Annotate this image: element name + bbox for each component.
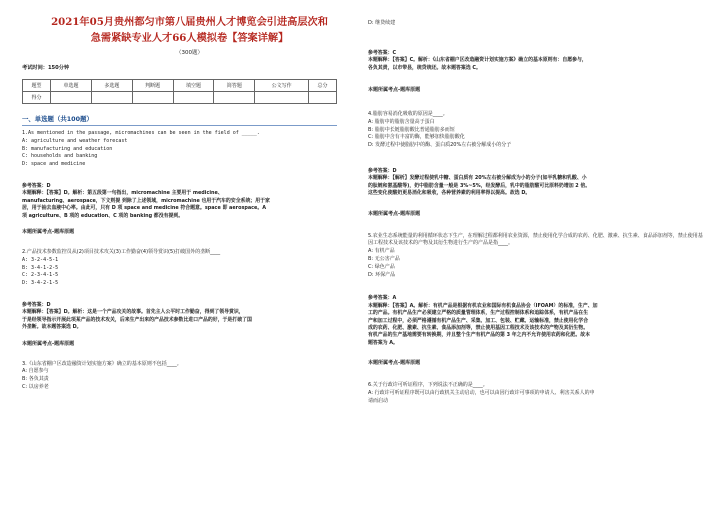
explanation-line: 本题解释：【答案】D。解析：这是一个产品攻关的故事。首先主人公平时工作勤奋，得到了领导赏识， [22, 309, 244, 316]
explanation-line: 各负其责，以市带县，统贷统还。故本题答案选 C。 [368, 64, 481, 71]
score-cell [308, 92, 336, 104]
score-table [22, 79, 337, 104]
score-cell [91, 92, 132, 104]
score-cell [51, 92, 92, 104]
option: B: 无公害产品 [368, 256, 400, 263]
score-table-header: 填空题 [173, 80, 214, 92]
option: D: 3-4-2-1-5 [22, 280, 59, 287]
score-table-header: 题型 [23, 80, 51, 92]
score-table-row [23, 92, 337, 104]
answer-block-4 [368, 168, 703, 198]
score-table-header-row [23, 80, 337, 92]
question-stem: 3.《山东省棚户区改造融资计划实施方案》确立的基本原则不包括____。 [22, 360, 182, 367]
score-cell [132, 92, 173, 104]
score-table-header: 单选题 [51, 80, 92, 92]
question-4 [368, 111, 703, 150]
option: D: 继贷续建 [368, 20, 396, 26]
explanation-line: 居，用于抽去血液中心率。由此可，只有 D 项 space and medicine 符合题意。space 即 aerospace。A [22, 205, 267, 212]
answer-label: 参考答案：C [368, 49, 397, 56]
knowledge-point: 本题所属考点-题库原题 [368, 210, 421, 217]
option: B: 脂肪中长链脂肪酸比普通脂肪多而短 [368, 126, 455, 133]
answer-block-2 [22, 302, 357, 332]
score-cell [173, 92, 214, 104]
option: A: 有机产品 [368, 248, 395, 255]
score-cell [255, 92, 309, 104]
score-row-label: 得分 [23, 92, 51, 104]
option: C: 2-3-4-1-5 [22, 272, 59, 279]
explanation-line: 的肽链和氨基酸等)，奶中脂肪含量一般是 3%~5%，经发酵后，乳中的脂肪酸可比原料奶增加 2 倍。 [368, 182, 591, 189]
answer-label: 参考答案：D [22, 182, 51, 189]
knowledge-point: 本题所属考点-题库原题 [22, 340, 75, 347]
document-title: 2021年05月贵州都匀市第八届贵州人才博览会引进高层次和 急需紧缺专业人才66人模拟卷【答案详解】 [51, 16, 328, 44]
left-column [22, 0, 357, 508]
explanation-line: manufacturing、aerospace，下文则提 到除了上述领域，micromachine 也用于汽车的安全系统；用于家 [22, 197, 270, 204]
option: C: 绿色产品 [368, 263, 395, 270]
question-stem: 1.As mentioned in the passage, micromachines can be seen in the field of _____. [22, 130, 260, 136]
option: B: manufacturing and education [22, 145, 113, 152]
option: D: space and medicine [22, 161, 86, 168]
explanation-line: 这些变化使酸奶更易消化和吸收，各种营养素的利用率得以提高。故选 D。 [368, 190, 531, 197]
explanation-line: 成的农药、化肥、激素、抗生素、食品添加剂等，禁止使用基因工程技术及该技术的产物及其衍生物。 [368, 325, 589, 332]
question-stem: 6.关于行政许可听证程序，下列说法不正确的是____。 [368, 382, 488, 389]
option: A: 行政许可听证程序既可以由行政机关主动启动，也可以由因行政许可事项的申请人、利害关系人的申 [368, 390, 595, 397]
right-column [368, 0, 703, 508]
option: A: 自愿参与 [22, 368, 49, 375]
answer-block-3 [368, 50, 703, 72]
score-table-header: 公文写作 [255, 80, 309, 92]
answer-block-1 [22, 183, 357, 220]
question-stem: 4.脂肪容易消化吸收的原因是____。 [368, 111, 448, 118]
score-table-header: 判断题 [132, 80, 173, 92]
option: A: agriculture and weather forecast [22, 137, 128, 144]
document-subtitle: （300题） [176, 50, 203, 56]
score-table-header: 简答题 [214, 80, 255, 92]
question-stem: 2.产品技术参数监控员从(2)项目技术攻关(3)工作勤奋(4)领导赏识(5)打破国外的垄断____ [22, 249, 221, 256]
knowledge-point: 本题所属考点-题库原题 [22, 229, 75, 236]
option: B: 3-4-1-2-5 [22, 264, 59, 271]
section-divider [22, 125, 337, 126]
option: 请而启动 [368, 397, 389, 404]
score-cell [214, 92, 255, 104]
explanation-line: 于是经领导指示开展此项某产品的技术攻关，后来生产出来的产品技术参数比进口产品的好，于是打破了国 [22, 316, 252, 323]
explanation-line: 外垄断。故本题答案选 D。 [22, 324, 82, 331]
question-6 [368, 382, 703, 405]
explanation-line: 本题解释：【解析】发酵过程使乳中糖、蛋白质有 20%左右被分解成为小的分子(如半乳糖和乳酸、小 [368, 175, 587, 182]
answer-label: 参考答案：D [22, 302, 51, 308]
explanation-line: 项 agriculture、B 项的 education、C 项的 banking 都没有提到。 [22, 212, 184, 219]
explanation-line: 产和加工过程中，必须严格遵循有机产品生产、采集、加工、包装、贮藏、运输标准，禁止使用化学合 [368, 317, 589, 324]
section-title: 一、单选题（共100题） [22, 115, 93, 123]
question-3 [22, 361, 357, 392]
question-stem: 5.农业生态系统能量的利用循环状态下生产，在理解过程都利用农业资源，禁止使用化学合成的农药、化肥、激素、抗生素、食品添加剂等，禁止使用基因工程技术及该技术的产物及其衍生物进行生产的产品是指____。 [368, 232, 703, 247]
explanation-line: 题答案为 A。 [368, 339, 398, 346]
explanation-line: 有机产品的生产基地需要有转换期，并且整个生产有机产品的第 3 年之内不允许使用农药和化肥。故本 [368, 332, 590, 339]
option: A: 3-2-4-5-1 [22, 256, 59, 263]
answer-label: 参考答案：D [368, 168, 397, 174]
explanation-line: 本题解释：【答案】A。解析：有机产品是根据有机农业和国际有机食品协会（IFOAM）的标准，生产、加 [368, 302, 598, 309]
knowledge-point: 本题所属考点-题库原题 [368, 87, 421, 94]
option: A: 脂肪中的脂肪含量高于蛋白 [368, 118, 435, 125]
option: C: 脂肪中含有丰富的酶，能够加快脂肪酸化 [368, 134, 465, 141]
score-table-header: 总分 [308, 80, 336, 92]
explanation-line: 本题解释：【答案】C。解析：《山东省棚户区改造融资计划实施方案》确立的基本原则有：自愿参与， [368, 57, 587, 64]
answer-label: 参考答案：A [368, 295, 397, 302]
answer-block-5 [368, 295, 703, 347]
question-2 [22, 249, 357, 288]
explanation-line: 本题解释：【答案】D。解析：第五段第一句指出，micromachine 主要用于 medicine、 [22, 190, 223, 197]
knowledge-point: 本题所属考点-题库原题 [368, 360, 421, 367]
question-1 [22, 130, 357, 169]
option: D: 环保产品 [368, 271, 396, 278]
option: B: 各负其责 [22, 376, 49, 383]
exam-time: 考试时间：150分钟 [22, 65, 70, 71]
score-table-header: 多选题 [91, 80, 132, 92]
option: C: 以房养老 [22, 384, 49, 391]
option: C: households and banking [22, 153, 98, 160]
question-5 [368, 233, 703, 280]
option: D: 发酵过程中使脂肪中的酶、蛋白质20%左右被分解成小的分子 [368, 142, 512, 149]
explanation-line: 工的产品。有机产品生产必须建立严格的质量管理体系，生产过程控制体系和追踪体系，有机产品在生 [368, 310, 589, 317]
